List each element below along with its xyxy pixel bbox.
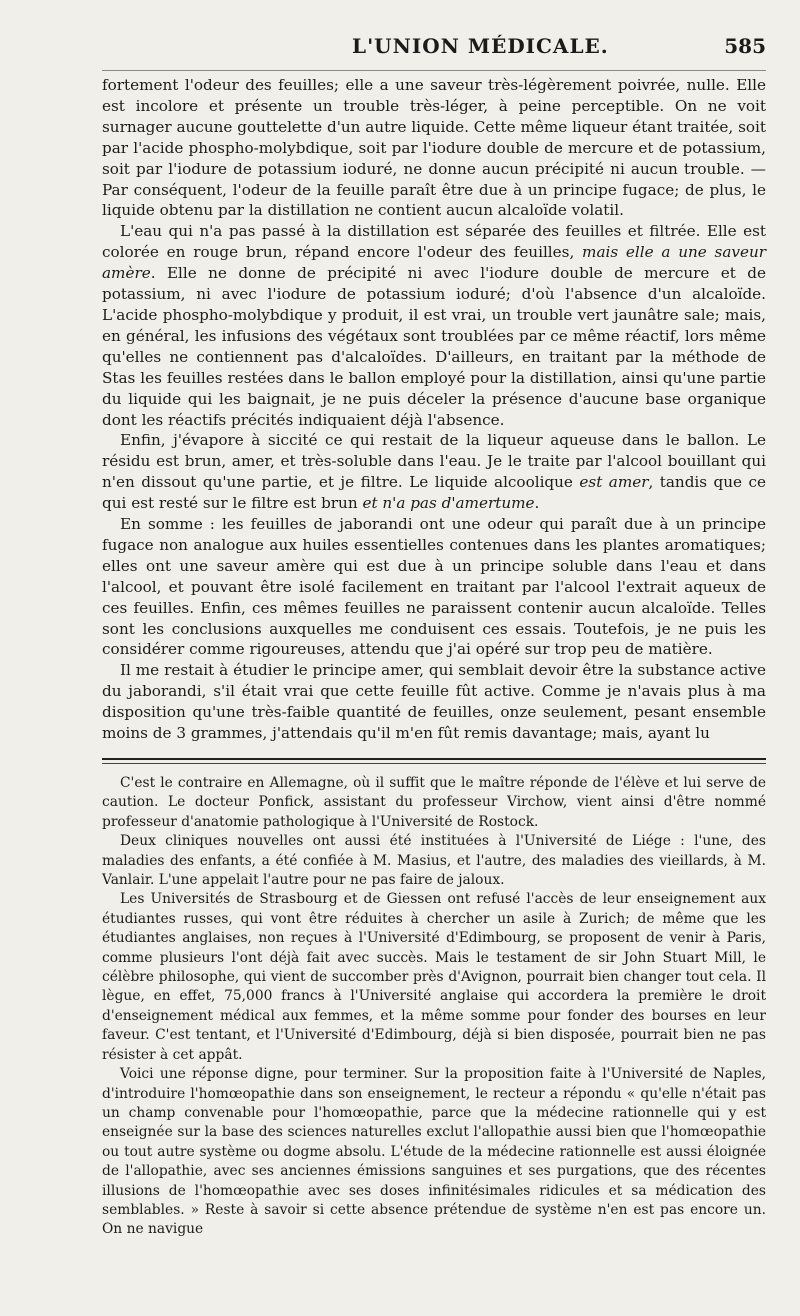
feuilleton-rule	[102, 758, 766, 760]
main-text	[102, 75, 766, 744]
note-paragraph: Les Universités de Strasbourg et de Giessen ont refusé l'accès de leur enseignement aux étudiantes russes, qui vont être réduites à chercher un asile à Zurich; de même que les étudiantes anglaises, non reçues à l'Université d'Edimbourg, se proposent de venir à Paris, comme plusieurs l'ont déjà fait avec succès. Mais le testament de sir John Stuart Mill, le célèbre philosophe, qui vient de succomber près d'Avignon, pourrait bien changer tout cela. Il lègue, en effet, 75,000 francs à l'Université anglaise qui accordera la première le droit d'enseignement médical aux femmes, et la même somme pour fonder des bourses en leur faveur. C'est tentant, et l'Université d'Edimbourg, déjà si bien disposée, pourrait bien ne pas résister à cet appât.	[102, 891, 766, 1063]
feuilleton-text	[102, 774, 766, 1240]
page-number: 585	[724, 34, 766, 58]
journal-title: L'UNION MÉDICALE.	[352, 34, 609, 58]
paragraph: En somme : les feuilles de jaborandi ont une odeur qui paraît due à un principe fugace non analogue aux huiles essentielles contenues dans les plantes aromatiques; elles ont une saveur amère qui est due à un principe soluble dans l'eau et dans l'alcool, et pouvant être isolé facilement en traitant par l'alcool l'extrait aqueux de ces feuilles. Enfin, ces mêmes feuilles ne paraissent contenir aucun alcaloïde. Telles sont les conclusions auxquelles me conduisent ces essais. Toutefois, je ne puis les considérer comme rigoureuses, attendu que j'ai opéré sur trop peu de matière.	[102, 515, 766, 659]
paragraph: Enfin, j'évapore à siccité ce qui restait de la liqueur aqueuse dans le ballon. Le résidu est brun, amer, et très-soluble dans l'eau. Je le traite par l'alcool bouillant qui n'en dissout qu'une partie, et je filtre. Le liquide alcoolique est amer, tandis que ce qui est resté sur le filtre est brun et n'a pas d'amertume.	[102, 431, 767, 513]
note-paragraph: C'est le contraire en Allemagne, où il suffit que le maître réponde de l'élève et lui serve de caution. Le docteur Ponfick, assistant du professeur Virchow, vient ainsi d'être nommé professeur d'anatomie pathologique à l'Université de Rostock.	[102, 775, 766, 830]
paragraph: Il me restait à étudier le principe amer, qui semblait devoir être la substance active du jaborandi, s'il était vrai que cette feuille fût active. Comme je n'avais plus à ma disposition qu'une très-faible quantité de feuilles, onze seulement, pesant ensemble moins de 3 grammes, j'attendais qu'il m'en fût remis davantage; mais, ayant lu	[102, 661, 766, 743]
paragraph: fortement l'odeur des feuilles; elle a une saveur très-légèrement poivrée, nulle. Elle est incolore et présente un trouble très-léger, à peine perceptible. On ne voit surnager aucune gouttelette d'un autre liquide. Cette même liqueur étant traitée, soit par l'acide phospho-molybdique, soit par l'iodure double de mercure et de potassium, soit par l'iodure de potassium ioduré, ne donne aucun précipité ni aucun trouble. — Par conséquent, l'odeur de la feuille paraît être due à un principe fugace; de plus, le liquide obtenu par la distillation ne contient aucun alcaloïde volatil.	[102, 76, 766, 220]
paragraph: L'eau qui n'a pas passé à la distillation est séparée des feuilles et filtrée. Elle est colorée en rouge brun, répand encore l'odeur des feuilles, mais elle a une saveur amère. Elle ne donne de précipité ni avec l'iodure double de mercure et de potassium, ni avec l'iodure de potassium ioduré; d'où l'absence d'un alcaloïde. L'acide phospho-molybdique y produit, il est vrai, un trouble vert jaunâtre sale; mais, en général, les infusions des végétaux sont troublées par ce même réactif, lors même qu'elles ne contiennent pas d'alcaloïdes. D'ailleurs, en traitant par la méthode de Stas les feuilles restées dans le ballon employé pour la distillation, ainsi qu'une partie du liquide qui les baignait, je ne puis déceler la présence d'aucune base organique dont les réactifs précités indiquaient déjà l'absence.	[102, 222, 766, 429]
note-paragraph: Voici une réponse digne, pour terminer. Sur la proposition faite à l'Université de Naples, d'introduire l'homœopathie dans son enseignement, le recteur a répondu « qu'elle n'était pas un champ convenable pour l'homœopathie, parce que la médecine rationnelle qui y est enseignée sur la base des sciences naturelles exclut l'allopathie aussi bien que l'homœopathie ou tout autre système ou dogme absolu. L'étude de la médecine rationnelle est aussi éloignée de l'allopathie, avec ses anciennes émissions sanguines et ses purgations, que des récentes illusions de l'homœopathie avec ses doses infinitésimales ridicules et sa médication des semblables. » Reste à savoir si cette absence prétendue de système n'en est pas encore un. On ne navigue	[102, 1066, 766, 1238]
running-header	[102, 30, 766, 71]
note-paragraph: Deux cliniques nouvelles ont aussi été instituées à l'Université de Liége : l'une, des maladies des enfants, a été confiée à M. Masius, et l'autre, des maladies des vieillards, à M. Vanlair. L'une appelait l'autre pour ne pas faire de jaloux.	[102, 833, 766, 889]
feuilleton-rule-thin	[102, 763, 766, 764]
